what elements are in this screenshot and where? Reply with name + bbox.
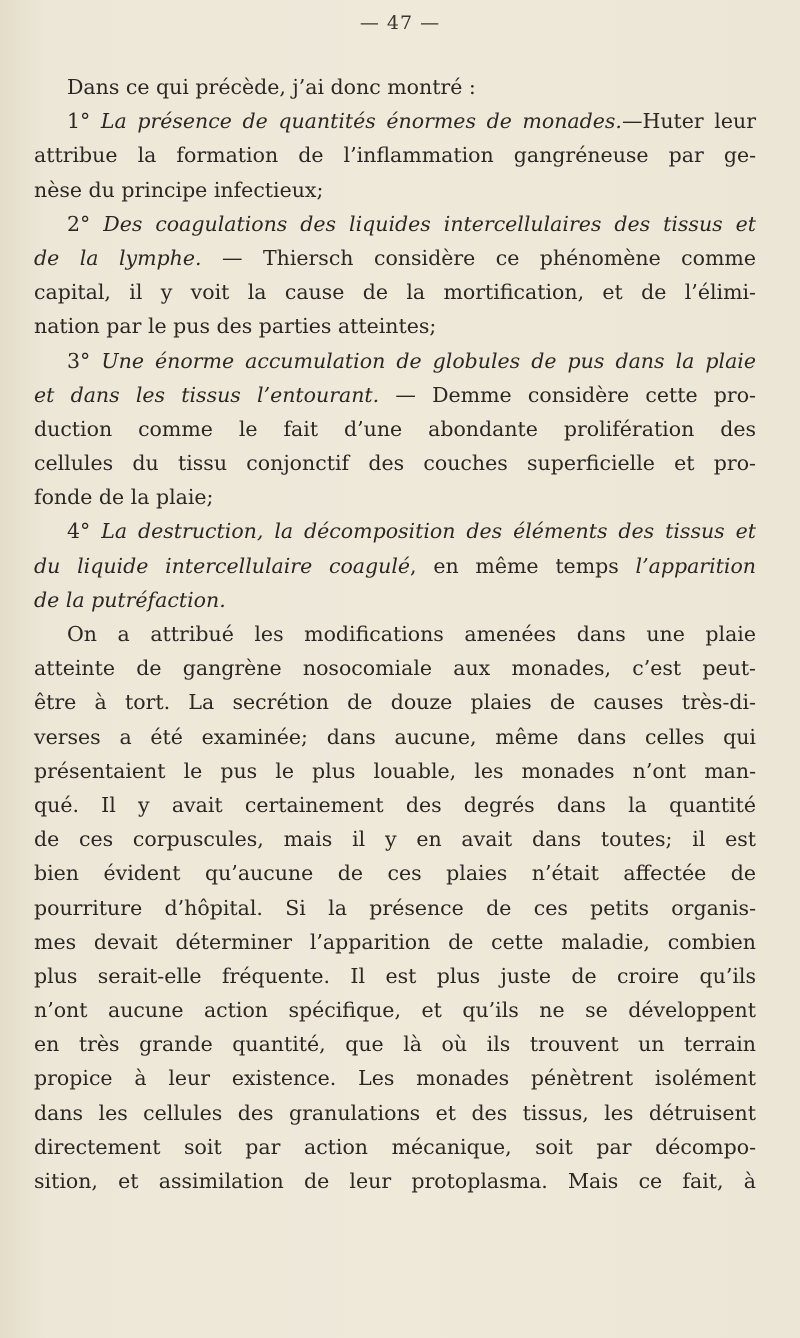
text-span: sition, et assimilation de leur protoplasma. Mais ce fait, à — [34, 1169, 756, 1193]
text-span: cellules du tissu conjonctif des couches superficielle et pro- — [34, 451, 756, 476]
page-number: — 47 — — [359, 12, 441, 34]
text-line — [34, 993, 756, 1027]
text-line — [34, 275, 756, 309]
text-span: Dans ce qui précède, j’ai donc montré : — [67, 75, 476, 99]
italic-text: de la lymphe. — [34, 245, 202, 270]
text-line — [34, 856, 756, 890]
text-line — [34, 480, 756, 514]
text-line — [34, 309, 756, 343]
text-line — [34, 70, 756, 104]
text-line — [34, 685, 756, 719]
text-span: 1° — [67, 109, 101, 134]
italic-text: La présence de quantités énormes de monades. — [100, 109, 622, 134]
text-span: verses a été examinée; dans aucune, même dans celles qui — [34, 724, 756, 749]
text-span: présentaient le pus le plus louable, les monades n’ont man- — [34, 758, 756, 783]
text-span: — Thiersch considère ce phénomène comme — [201, 245, 756, 270]
text-span: bien évident qu’aucune de ces plaies n’était affectée de — [34, 861, 756, 886]
text-span: —Huter leur — [621, 109, 756, 134]
text-span: attribue la formation de l’inflammation gangréneuse par ge- — [34, 143, 756, 168]
text-span: nèse du principe infectieux; — [34, 177, 324, 202]
text-line — [34, 891, 756, 925]
text-span: de ces corpuscules, mais il y en avait dans toutes; il est — [34, 827, 756, 852]
text-span: n’ont aucune action spécifique, et qu’ils ne se développent — [34, 998, 756, 1023]
italic-text: Une énorme accumulation de globules de pus dans la plaie — [101, 348, 756, 373]
text-span: qué. Il y avait certainement des degrés dans la quantité — [34, 792, 756, 817]
text-line — [34, 173, 756, 207]
text-span: propice à leur existence. Les monades pénètrent isolément — [34, 1066, 756, 1091]
text-line — [34, 207, 756, 241]
italic-text: La destruction, la décomposition des éléments des tissus et — [101, 519, 757, 544]
text-span: duction comme le fait d’une abondante prolifération des — [34, 416, 756, 441]
text-span: pourriture d’hôpital. Si la présence de ces petits organis- — [34, 895, 756, 920]
text-line — [34, 754, 756, 788]
text-line — [34, 241, 756, 275]
text-span: 3° — [67, 348, 102, 373]
text-line — [34, 925, 756, 959]
text-line — [34, 788, 756, 822]
text-span: être à tort. La secrétion de douze plaies de causes très-di- — [34, 690, 756, 715]
text-line — [34, 446, 756, 480]
text-span: directement soit par action mécanique, soit par décompo- — [34, 1134, 756, 1159]
text-span: capital, il y voit la cause de la mortification, et de l’élimi- — [34, 280, 756, 305]
italic-text: Des coagulations des liquides intercellulaires des tissus et — [103, 211, 756, 236]
text-span: On a attribué les modifications amenées dans une plaie — [67, 622, 756, 646]
text-line — [34, 138, 756, 172]
text-line — [34, 617, 756, 651]
text-span: — Demme considère cette pro- — [379, 382, 756, 407]
text-span: plus serait-elle fréquente. Il est plus juste de croire qu’ils — [34, 963, 756, 988]
italic-text: l’apparition — [635, 553, 756, 578]
text-line — [34, 959, 756, 993]
text-span: fonde de la plaie; — [34, 485, 214, 510]
text-line — [34, 344, 756, 378]
text-span: en très grande quantité, que là où ils trouvent un terrain — [34, 1032, 756, 1057]
italic-text: du liquide intercellulaire coagulé — [34, 553, 411, 578]
text-span: atteinte de gangrène nosocomiale aux monades, c’est peut- — [34, 656, 756, 681]
italic-text: et dans les tissus l’entourant. — [34, 382, 380, 407]
text-line — [34, 104, 756, 138]
text-line — [34, 651, 756, 685]
text-line — [34, 514, 756, 548]
text-span: dans les cellules des granulations et des tissus, les détruisent — [34, 1100, 756, 1125]
text-span: 2° — [67, 211, 104, 236]
text-line — [34, 1130, 756, 1164]
italic-text: de la putréfaction. — [34, 587, 226, 612]
text-line — [34, 1061, 756, 1095]
body-text — [34, 70, 756, 1198]
text-line — [34, 1096, 756, 1130]
text-span: nation par le pus des parties atteintes; — [34, 314, 437, 339]
text-line — [34, 549, 756, 583]
text-span: mes devait déterminer l’apparition de cette maladie, combien — [34, 929, 756, 954]
text-line — [34, 1164, 756, 1198]
text-line — [34, 1027, 756, 1061]
text-span: 4° — [67, 519, 102, 544]
text-line — [34, 583, 756, 617]
text-line — [34, 720, 756, 754]
text-span: , en même temps — [410, 553, 636, 578]
text-line — [34, 822, 756, 856]
text-line — [34, 378, 756, 412]
text-line — [34, 412, 756, 446]
